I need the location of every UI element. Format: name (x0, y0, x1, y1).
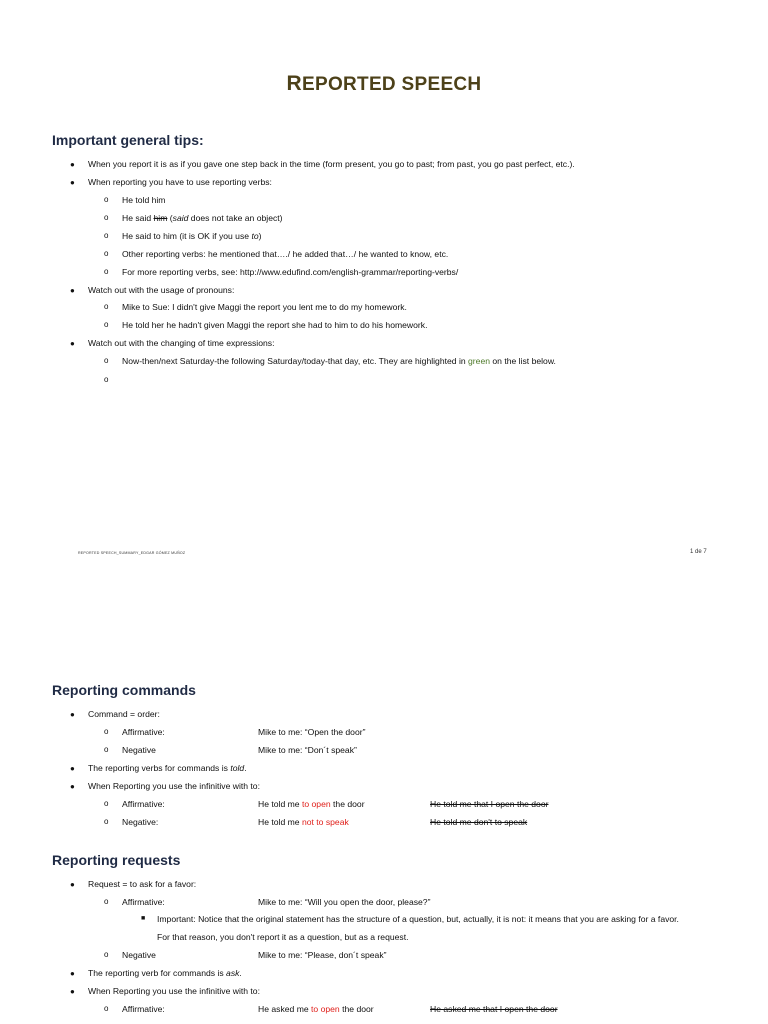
sub-bullet-icon: o (104, 249, 109, 258)
request-affirmative-wrong: He asked me that I open the door (430, 1004, 558, 1014)
reporting-verbs-link[interactable]: For more reporting verbs, see: http://www.edufind.com/english-grammar/reporting-verbs/ (122, 267, 459, 277)
sub-bullet-icon: o (104, 375, 109, 384)
other-reporting-verbs: Other reporting verbs: he mentioned that…./ he added that…/ he wanted to know, etc. (122, 249, 449, 259)
footer-page-number: 1 de 7 (690, 549, 707, 555)
bullet-icon: ● (70, 160, 75, 169)
bullet-icon: ● (70, 987, 75, 996)
heading-general-tips: Important general tips: (52, 132, 204, 148)
request-important-note: Important: Notice that the original statement has the structure of a question, but, actually, it is not: it means that you are asking for a favor. (157, 914, 679, 924)
pronoun-example-direct: Mike to Sue: I didn't give Maggi the report you lent me to do my homework. (122, 302, 407, 312)
sub-bullet-icon: o (104, 356, 109, 365)
sub-bullet-icon: o (104, 799, 109, 808)
tip-time-expressions: Watch out with the changing of time expressions: (88, 338, 275, 348)
sub-bullet-icon: o (104, 1004, 109, 1013)
tip-pronouns: Watch out with the usage of pronouns: (88, 285, 235, 295)
sub-bullet-icon: o (104, 727, 109, 736)
time-expressions-list: Now-then/next Saturday-the following Saturday/today-that day, etc. They are highlighted in green on the list below. (122, 356, 556, 366)
sub-bullet-icon: o (104, 320, 109, 329)
sub-bullet-icon: o (104, 213, 109, 222)
command-negative-label: Negative (122, 745, 156, 755)
footer-document-name: REPORTED SPEECH_SUMMARY_EDGAR GÓMEZ MUÑOZ (78, 551, 186, 555)
bullet-icon: ● (70, 880, 75, 889)
bullet-icon: ● (70, 178, 75, 187)
command-negative-label-2: Negative: (122, 817, 159, 827)
bullet-icon: ● (70, 764, 75, 773)
command-negative-reported: He told me not to speak (258, 817, 349, 827)
sub-bullet-icon: o (104, 745, 109, 754)
title-initial: R (286, 72, 302, 95)
bullet-icon: ● (70, 782, 75, 791)
command-affirmative-label-2: Affirmative: (122, 799, 165, 809)
square-bullet-icon: ■ (141, 915, 146, 922)
request-important-note-2: For that reason, you don't report it as a question, but as a request. (157, 932, 409, 942)
request-negative-label: Negative (122, 950, 156, 960)
request-reporting-verb: The reporting verb for commands is ask. (88, 968, 242, 978)
sub-bullet-icon: o (104, 231, 109, 240)
example-told: He told him (122, 195, 166, 205)
page-title (0, 72, 768, 96)
bullet-icon: ● (70, 286, 75, 295)
command-definition: Command = order: (88, 709, 160, 719)
heading-reporting-requests: Reporting requests (52, 852, 181, 868)
sub-bullet-icon: o (104, 817, 109, 826)
tip-time-step: When you report it is as if you gave one step back in the time (form present, you go to past; from past, you go past perfect, etc.). (88, 159, 575, 169)
request-affirmative-reported: He asked me to open the door (258, 1004, 374, 1014)
command-affirmative-example: Mike to me: “Open the door” (258, 727, 366, 737)
pronoun-example-reported: He told her he hadn't given Maggi the report she had to him to do his homework. (122, 320, 428, 330)
command-affirmative-reported: He told me to open the door (258, 799, 365, 809)
command-negative-wrong: He told me don't to speak (430, 817, 528, 827)
heading-reporting-commands: Reporting commands (52, 682, 196, 698)
request-definition: Request = to ask for a favor: (88, 879, 197, 889)
command-reporting-verb: The reporting verbs for commands is told. (88, 763, 247, 773)
sub-bullet-icon: o (104, 302, 109, 311)
request-infinitive-rule: When Reporting you use the infinitive with to: (88, 986, 260, 996)
command-negative-example: Mike to me: “Don´t speak” (258, 745, 357, 755)
bullet-icon: ● (70, 710, 75, 719)
bullet-icon: ● (70, 339, 75, 348)
sub-bullet-icon: o (104, 897, 109, 906)
request-affirmative-label: Affirmative: (122, 897, 165, 907)
request-negative-example: Mike to me: “Please, don´t speak” (258, 950, 387, 960)
sub-bullet-icon: o (104, 950, 109, 959)
bullet-icon: ● (70, 969, 75, 978)
request-affirmative-label-2: Affirmative: (122, 1004, 165, 1014)
example-said-to: He said to him (it is OK if you use to) (122, 231, 262, 241)
command-infinitive-rule: When Reporting you use the infinitive with to: (88, 781, 260, 791)
sub-bullet-icon: o (104, 195, 109, 204)
sub-bullet-icon: o (104, 267, 109, 276)
example-said: He said him (said does not take an object) (122, 213, 283, 223)
title-rest: EPORTED SPEECH (302, 74, 482, 95)
command-affirmative-label: Affirmative: (122, 727, 165, 737)
tip-reporting-verbs: When reporting you have to use reporting verbs: (88, 177, 272, 187)
request-affirmative-example: Mike to me: “Will you open the door, please?” (258, 897, 431, 907)
command-affirmative-wrong: He told me that I open the door (430, 799, 549, 809)
